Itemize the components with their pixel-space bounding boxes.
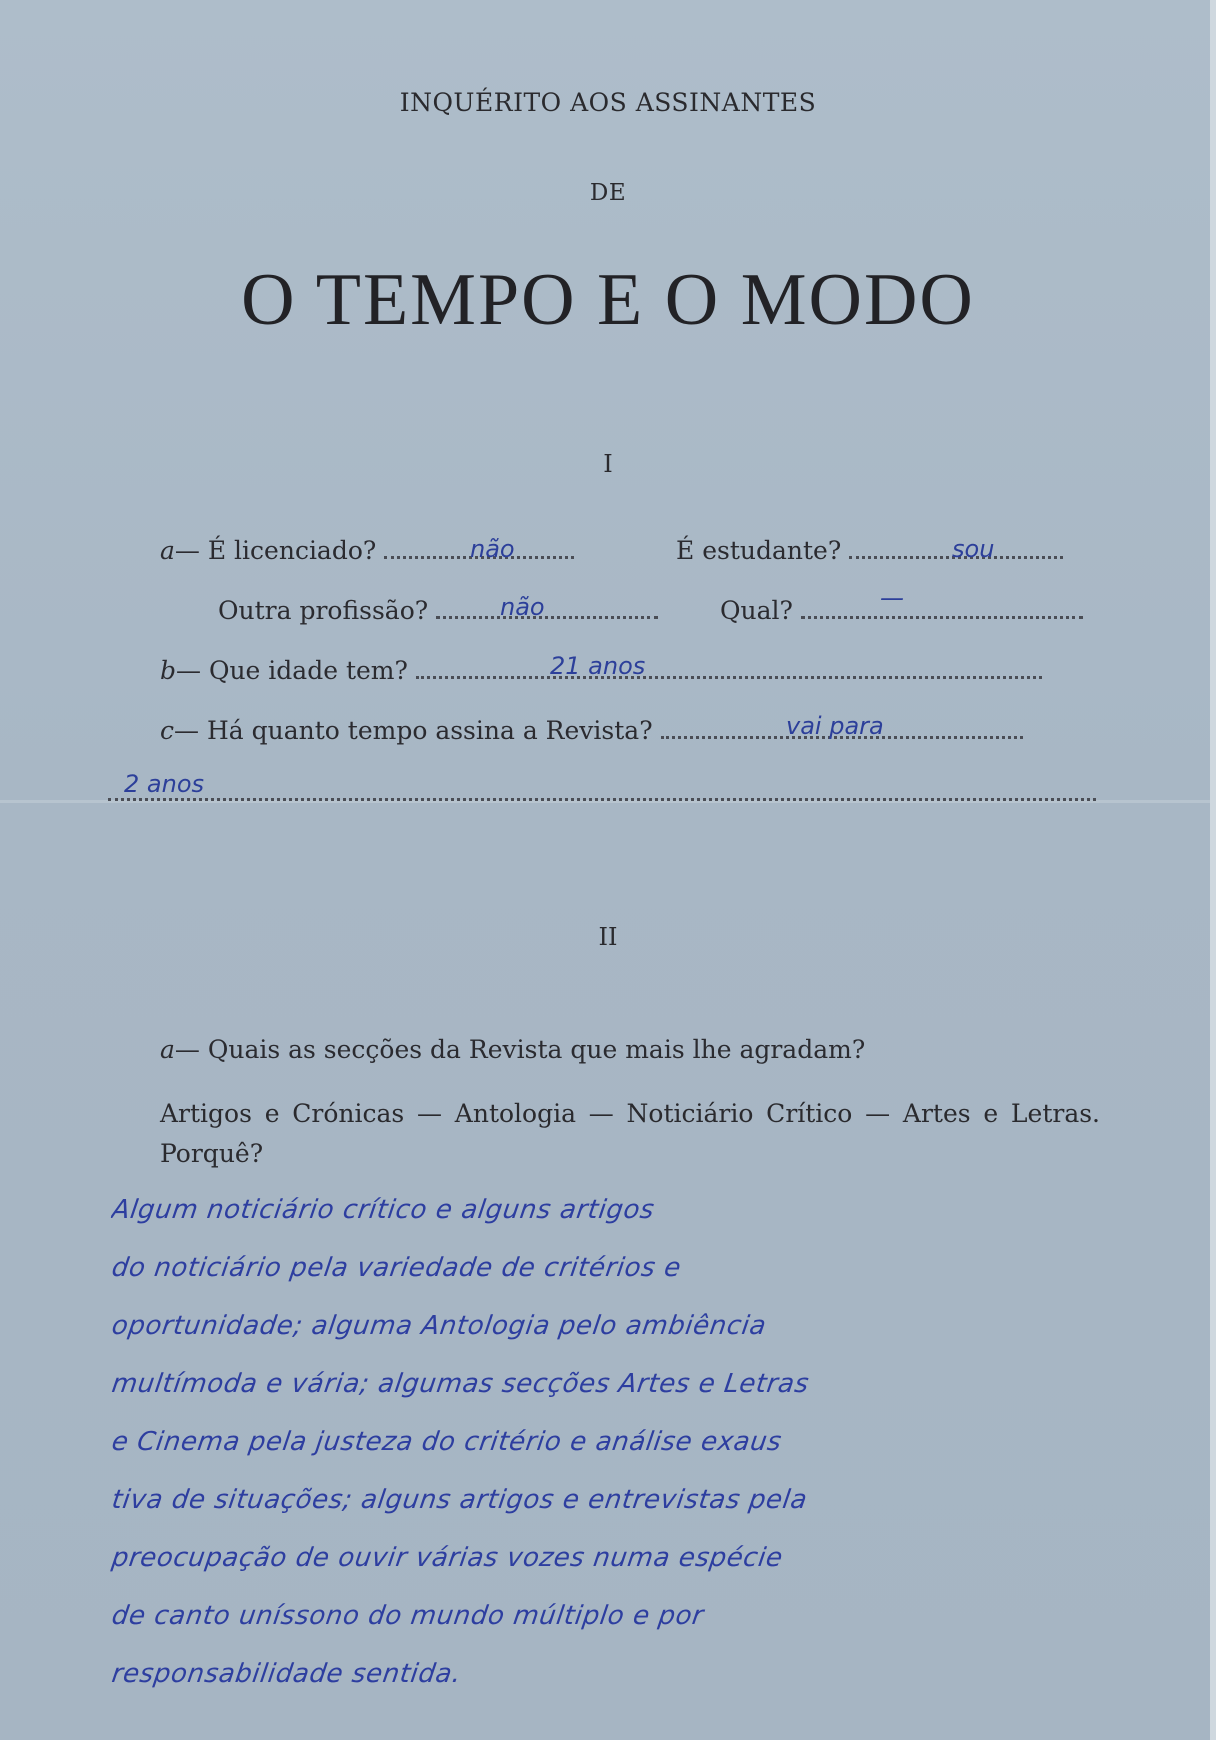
- handwritten-line: do noticiário pela variedade de critérios e: [109, 1253, 684, 1283]
- magazine-title: O TEMPO E O MODO: [241, 259, 975, 341]
- handwritten-line: tiva de situações; alguns artigos e entrevistas pela: [109, 1485, 810, 1515]
- answer-profissao: não: [500, 593, 545, 621]
- survey-title: INQUÉRITO AOS ASSINANTES: [399, 88, 817, 117]
- handwritten-answer[interactable]: [110, 1195, 1120, 1717]
- handwritten-line: Algum noticiário crítico e alguns artigos: [109, 1195, 657, 1225]
- answer-field-idade[interactable]: [416, 672, 1042, 679]
- question-text: — Que idade tem?: [176, 656, 408, 685]
- answer-licenciado: não: [470, 535, 515, 563]
- answer-field-tempo-continued[interactable]: [108, 794, 1096, 801]
- answer-qual: —: [880, 584, 904, 612]
- question-text: — É licenciado?: [174, 536, 377, 565]
- section-numeral-2: II: [598, 923, 618, 951]
- question-text: — Quais as secções da Revista que mais lhe agradam?: [174, 1035, 866, 1064]
- handwritten-line: de canto uníssono do mundo múltiplo e por: [109, 1601, 706, 1631]
- question-text: É estudante?: [676, 536, 842, 565]
- answer-field-qual[interactable]: [801, 612, 1083, 619]
- handwritten-line: preocupação de ouvir várias vozes numa espécie: [109, 1543, 785, 1573]
- question-letter: a: [160, 536, 175, 565]
- handwritten-line: multímoda e vária; algumas secções Artes e Letras: [109, 1369, 811, 1399]
- question-c-tempo: [160, 716, 1023, 745]
- question-letter: a: [160, 1035, 175, 1064]
- question-text: — Há quanto tempo assina a Revista?: [174, 716, 653, 745]
- answer-estudante: sou: [952, 535, 995, 563]
- section-numeral-1: I: [603, 450, 613, 478]
- handwritten-line: e Cinema pela justeza do critério e análise exaus: [109, 1427, 784, 1457]
- question-text: Outra profissão?: [218, 596, 429, 625]
- question-letter: b: [160, 656, 177, 685]
- question-2a-seccoes: [160, 1035, 865, 1064]
- answer-idade: 21 anos: [550, 652, 646, 680]
- answer-tempo-continued: 2 anos: [124, 770, 205, 798]
- question-c-continuation: [108, 778, 1096, 807]
- question-a-estudante: [676, 536, 1063, 565]
- question-text: Qual?: [720, 596, 793, 625]
- sections-options: Artigos e Crónicas — Antologia — Noticiário Crítico — Artes e Letras. Porquê?: [160, 1099, 1100, 1168]
- handwritten-line: oportunidade; alguma Antologia pelo ambiência: [109, 1311, 769, 1341]
- answer-field-profissao[interactable]: [436, 612, 658, 619]
- question-letter: c: [160, 716, 175, 745]
- question-a-profissao: [218, 596, 658, 625]
- answer-tempo: vai para: [786, 712, 884, 740]
- handwritten-line: responsabilidade sentida.: [109, 1659, 464, 1689]
- title-preposition: DE: [589, 180, 627, 206]
